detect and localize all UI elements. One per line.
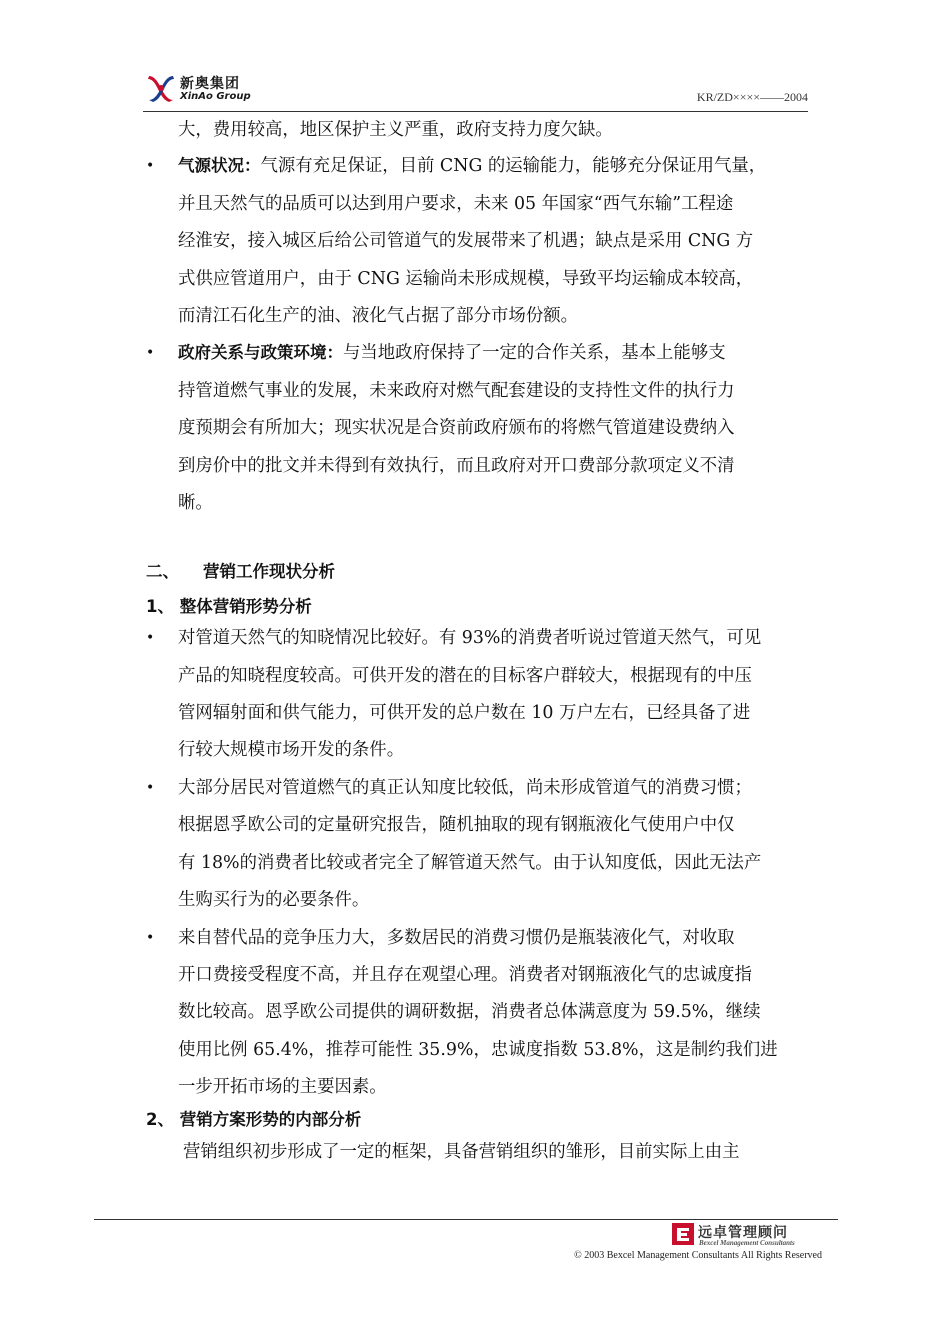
text-line: 而清江石化生产的油、液化气占据了部分市场份额。	[178, 306, 578, 326]
text-span: 气源有充足保证，目前 CNG 的运输能力，能够充分保证用气量，	[260, 156, 767, 176]
text-line: 数比较高。恩孚欧公司提供的调研数据，消费者总体满意度为 59.5%，继续	[178, 1002, 761, 1022]
text-line: 开口费接受程度不高，并且存在观望心理。消费者对钢瓶液化气的忠诚度指	[178, 965, 752, 985]
subsection-heading: 2、 营销方案形势的内部分析	[146, 1110, 362, 1129]
text-line: 并且天然气的品质可以达到用户要求，未来 05 年国家“西气东输”工程途	[178, 194, 734, 214]
text-line: 行较大规模市场开发的条件。	[178, 740, 405, 760]
header-divider	[143, 111, 808, 112]
copyright-text: © 2003 Bexcel Management Consultants All Rights Reserved	[574, 1250, 822, 1261]
xinao-logo-icon	[145, 72, 177, 104]
bullet-icon: •	[146, 158, 155, 174]
text-line: 到房价中的批文并未得到有效执行，而且政府对开口费部分款项定义不清	[178, 456, 735, 476]
logo-en-text: XinAo Group	[180, 91, 251, 102]
bullet-icon: •	[146, 930, 155, 946]
gov-policy-label: 政府关系与政策环境：	[178, 343, 343, 362]
bexcel-logo-icon	[672, 1223, 694, 1245]
footer-divider	[94, 1219, 838, 1220]
gas-source-label: 气源状况：	[178, 156, 261, 175]
text-line: 来自替代品的竞争压力大，多数居民的消费习惯仍是瓶装液化气，对收取	[178, 928, 735, 948]
text-line: 经淮安，接入城区后给公司管道气的发展带来了机遇；缺点是采用 CNG 方	[178, 231, 754, 251]
bullet-icon: •	[146, 630, 155, 646]
text-line: 有 18%的消费者比较或者完全了解管道天然气。由于认知度低，因此无法产	[178, 853, 762, 873]
document-code: KR/ZD××××——2004	[696, 90, 808, 104]
text-line: 式供应管道用户，由于 CNG 运输尚未形成规模，导致平均运输成本较高，	[178, 269, 754, 289]
subsection-heading: 1、 整体营销形势分析	[146, 597, 312, 616]
text-line: 根据恩孚欧公司的定量研究报告，随机抽取的现有钢瓶液化气使用户中仅	[178, 815, 735, 835]
text-line: 持管道燃气事业的发展，未来政府对燃气配套建设的支持性文件的执行力	[178, 381, 735, 401]
text-line: 度预期会有所加大；现实状况是合资前政府颁布的将燃气管道建设费纳入	[178, 418, 735, 438]
text-line: 大部分居民对管道燃气的真正认知度比较低，尚未形成管道气的消费习惯；	[178, 778, 752, 798]
xinao-logo	[143, 70, 253, 106]
text-line: 管网辐射面和供气能力，可供开发的总户数在 10 万户左右，已经具备了进	[178, 703, 751, 723]
text-line: 一步开拓市场的主要因素。	[178, 1077, 387, 1097]
text-line: 营销组织初步形成了一定的框架，具备营销组织的雏形，目前实际上由主	[183, 1142, 740, 1162]
text-line: 生购买行为的必要条件。	[178, 890, 370, 910]
text-span: 与当地政府保持了一定的合作关系，基本上能够支	[343, 343, 726, 363]
page-header	[143, 70, 808, 112]
text-line	[178, 154, 766, 178]
bullet-icon: •	[146, 780, 155, 796]
text-line	[178, 341, 726, 365]
text-line: 使用比例 65.4%，推荐可能性 35.9%，忠诚度指数 53.8%，这是制约我们进	[178, 1040, 778, 1060]
logo-cn-text: 新奥集团	[180, 76, 240, 92]
text-line: 大，费用较高，地区保护主义严重，政府支持力度欠缺。	[178, 120, 613, 140]
bexcel-logo	[672, 1222, 812, 1248]
bullet-icon: •	[146, 345, 155, 361]
section-number: 二、	[146, 562, 179, 581]
text-line: 晰。	[178, 493, 213, 513]
footer-logo-cn: 远卓管理顾问	[698, 1225, 788, 1241]
text-line: 对管道天然气的知晓情况比较好。有 93%的消费者听说过管道天然气，可见	[178, 628, 762, 648]
text-line: 产品的知晓程度较高。可供开发的潜在的目标客户群较大，根据现有的中压	[178, 666, 752, 686]
footer-logo-en: Bexcel Management Consultants	[699, 1239, 795, 1247]
section-title: 营销工作现状分析	[203, 562, 335, 581]
